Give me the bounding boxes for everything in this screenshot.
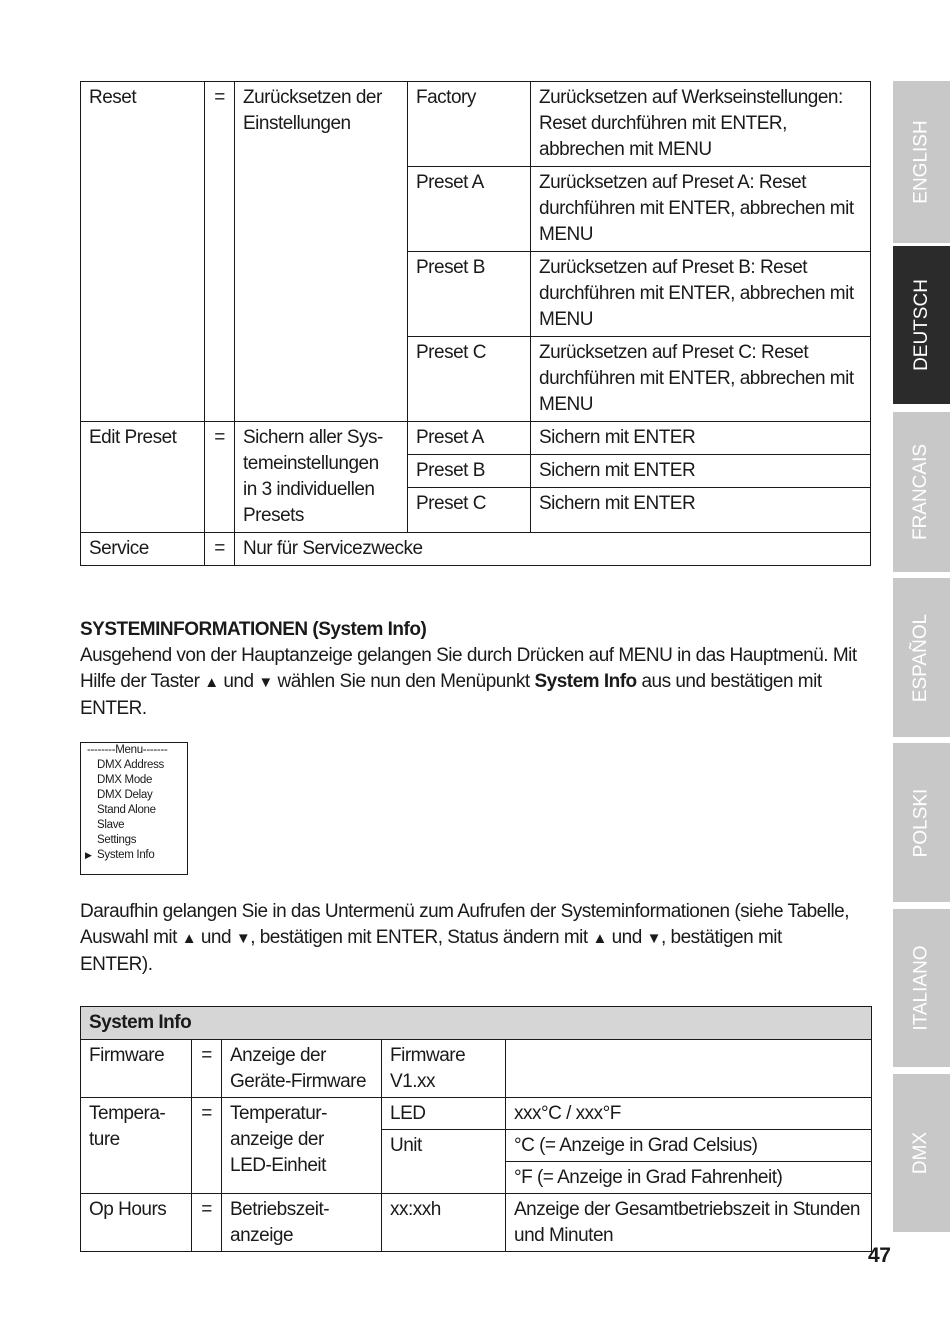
- reset-description: Zurücksetzen der Einstellungen: [235, 82, 408, 422]
- menu-item: DMX Delay: [97, 789, 153, 801]
- service-description: Nur für Servicezwecke: [235, 533, 871, 566]
- edit-option-preset-c-text: Sichern mit ENTER: [531, 488, 871, 533]
- unit-option: Unit: [382, 1130, 506, 1194]
- equals-sign: =: [192, 1194, 222, 1252]
- edit-option-preset-a-text: Sichern mit ENTER: [531, 422, 871, 455]
- led-value: xxx°C / xxx°F: [506, 1098, 872, 1130]
- firmware-label: Firmware: [81, 1040, 192, 1098]
- paragraph-line: Ausgehend von der Hauptanzeige gelangen Sie durch Drücken auf MENU in das Hauptmenü. Mit: [80, 645, 857, 666]
- selection-arrow-icon: ▶: [85, 850, 92, 860]
- equals-sign: =: [192, 1098, 222, 1194]
- service-label: Service: [81, 533, 205, 566]
- equals-sign: =: [205, 82, 235, 422]
- sysinfo-section: [80, 617, 870, 722]
- op-hours-value: Anzeige der Gesamtbetriebszeit in Stunden und Minuten: [506, 1194, 872, 1252]
- followup-paragraph: [80, 899, 870, 978]
- led-option: LED: [382, 1098, 506, 1130]
- down-arrow-icon: ▼: [235, 930, 251, 947]
- edit-preset-description: Sichern aller Sys- temeinstellungen in 3 individuellen Presets: [235, 422, 408, 533]
- paragraph-line: Hilfe der Taster ▲ und ▼ wählen Sie nun den Menüpunkt System Info aus und bestätigen mit: [80, 671, 822, 692]
- op-hours-description: Betriebszeit- anzeige: [222, 1194, 382, 1252]
- menu-item: Stand Alone: [97, 804, 156, 816]
- tab-polski[interactable]: POLSKI: [893, 743, 950, 902]
- menu-item-selected: ▶ System Info: [85, 849, 155, 861]
- option-preset-b-text: Zurücksetzen auf Preset B: Reset durchführen mit ENTER, abbrechen mit MENU: [531, 252, 871, 337]
- down-arrow-icon: ▼: [258, 674, 273, 691]
- page-number: 47: [868, 1244, 891, 1267]
- option-factory-text: Zurücksetzen auf Werkseinstellungen: Reset durchführen mit ENTER, abbrechen mit MENU: [531, 82, 871, 167]
- temperature-label: Tempera- ture: [81, 1098, 192, 1194]
- paragraph-line: ENTER).: [80, 954, 153, 975]
- option-preset-c: Preset C: [408, 337, 531, 422]
- option-preset-b: Preset B: [408, 252, 531, 337]
- option-preset-a-text: Zurücksetzen auf Preset A: Reset durchführen mit ENTER, abbrechen mit MENU: [531, 167, 871, 252]
- paragraph-line: Daraufhin gelangen Sie in das Untermenü zum Aufrufen der Systeminformationen (siehe Tabelle,: [80, 901, 850, 922]
- paragraph-line: Auswahl mit ▲ und ▼, bestätigen mit ENTER, Status ändern mit ▲ und ▼, bestätigen mit: [80, 927, 782, 948]
- tab-deutsch[interactable]: DEUTSCH: [893, 246, 950, 404]
- edit-preset-label: Edit Preset: [81, 422, 205, 533]
- firmware-description: Anzeige der Geräte-Firmware: [222, 1040, 382, 1098]
- menu-item: Slave: [97, 819, 125, 831]
- edit-option-preset-b: Preset B: [408, 455, 531, 488]
- menu-title: --------Menu-------: [87, 744, 168, 756]
- edit-option-preset-a: Preset A: [408, 422, 531, 455]
- temperature-description: Temperatur- anzeige der LED-Einheit: [222, 1098, 382, 1194]
- tab-italiano[interactable]: ITALIANO: [893, 909, 950, 1067]
- edit-option-preset-c: Preset C: [408, 488, 531, 533]
- menu-item-reference: System Info: [534, 671, 637, 692]
- tab-francais[interactable]: FRANCAIS: [893, 412, 950, 572]
- reset-label: Reset: [81, 82, 205, 422]
- system-info-table: [80, 1006, 872, 1252]
- tab-espanol[interactable]: ESPAÑOL: [893, 578, 950, 737]
- edit-option-preset-b-text: Sichern mit ENTER: [531, 455, 871, 488]
- section-heading: SYSTEMINFORMATIONEN (System Info): [80, 619, 427, 640]
- unit-value-celsius: °C (= Anzeige in Grad Celsius): [506, 1130, 872, 1162]
- option-preset-c-text: Zurücksetzen auf Preset C: Reset durchführen mit ENTER, abbrechen mit MENU: [531, 337, 871, 422]
- firmware-value: [506, 1040, 872, 1098]
- up-arrow-icon: ▲: [181, 930, 197, 947]
- tab-dmx[interactable]: DMX: [893, 1074, 950, 1232]
- up-arrow-icon: ▲: [592, 930, 607, 947]
- settings-reset-table: [80, 81, 871, 566]
- down-arrow-icon: ▼: [646, 930, 661, 947]
- op-hours-option: xx:xxh: [382, 1194, 506, 1252]
- menu-item: DMX Address: [97, 759, 165, 771]
- paragraph-line: ENTER.: [80, 698, 147, 719]
- up-arrow-icon: ▲: [204, 674, 219, 691]
- firmware-option: Firmware V1.xx: [382, 1040, 506, 1098]
- option-factory: Factory: [408, 82, 531, 167]
- menu-item: DMX Mode: [97, 774, 153, 786]
- menu-item: Settings: [97, 834, 137, 846]
- unit-value-fahrenheit: °F (= Anzeige in Grad Fahrenheit): [506, 1162, 872, 1194]
- equals-sign: =: [205, 533, 235, 566]
- option-preset-a: Preset A: [408, 167, 531, 252]
- table-header: System Info: [81, 1007, 872, 1040]
- tab-english[interactable]: ENGLISH: [893, 81, 950, 243]
- equals-sign: =: [192, 1040, 222, 1098]
- equals-sign: =: [205, 422, 235, 533]
- menu-display: [80, 742, 188, 875]
- op-hours-label: Op Hours: [81, 1194, 192, 1252]
